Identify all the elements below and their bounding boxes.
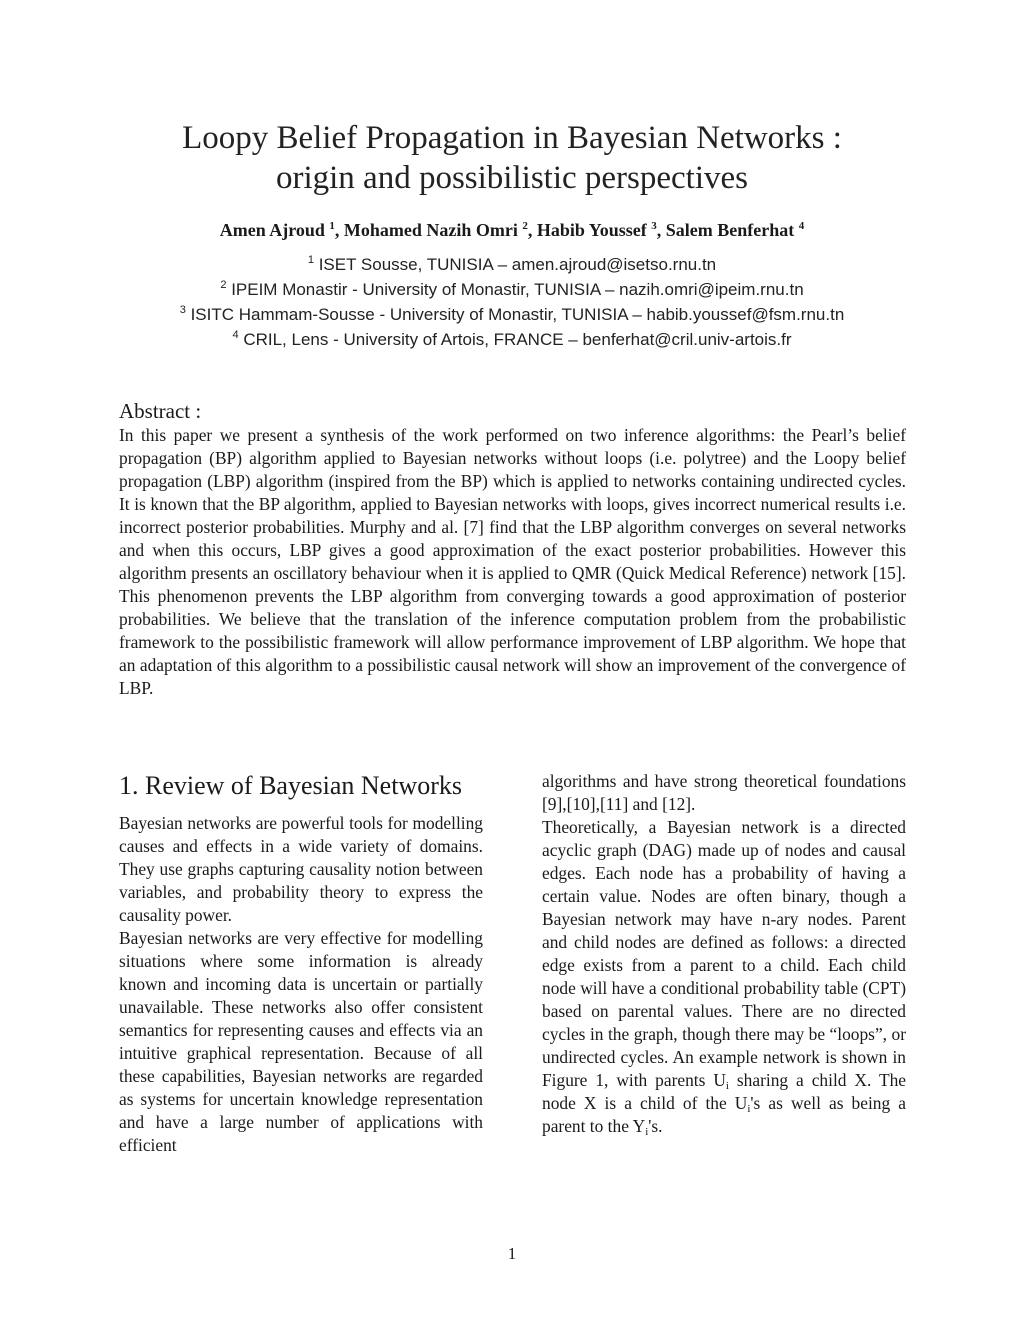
affiliation-mark: 3 <box>179 304 186 316</box>
author-name: Salem Benferhat <box>665 220 795 240</box>
author-name: Habib Youssef <box>536 220 647 240</box>
affiliation <box>100 277 924 302</box>
subscript: i <box>747 1103 751 1115</box>
title-line-2: origin and possibilistic perspectives <box>275 160 748 196</box>
text-run: sharing a child X. The node X is a child of the U <box>542 1070 906 1113</box>
paragraph: algorithms and have strong theoretical foundations [9],[10],[11] and [12]. <box>542 771 906 814</box>
affiliation <box>100 327 924 352</box>
affiliation <box>100 302 924 327</box>
text-run: 's as well as being a parent to the Y <box>542 1093 906 1136</box>
affiliation <box>100 252 924 277</box>
abstract-body: In this paper we present a synthesis of the work performed on two inference algorithms: the Pearl’s belief propagation (BP) algorithm applied to Bayesian networks without loops (i.e. polytree) and the Loopy belief propagation (LBP) algorithm (inspired from the BP) which is applied to networks containing undirected cycles. It is known that the BP algorithm, applied to Bayesian networks with loops, gives incorrect numerical results i.e. incorrect posterior probabilities. Murphy and al. [7] find that the LBP algorithm converges on several networks and when this occurs, LBP gives a good approximation of the exact posterior probabilities. However this algorithm presents an oscillatory behaviour when it is applied to QMR (Quick Medical Reference) network [15]. This phenomenon prevents the LBP algorithm from converging towards a good approximation of posterior probabilities. We believe that the translation of the inference computation problem from the probabilistic framework to the possibilistic framework will allow performance improvement of LBP algorithm. We hope that an adaptation of this algorithm to a possibilistic causal network will show an improvement of the convergence of LBP. <box>119 425 906 698</box>
paragraph: Bayesian networks are powerful tools for modelling causes and effects in a wide variety of domains. They use graphs capturing causality notion between variables, and probability theory to express the causality power. <box>119 813 483 925</box>
author-mark: 3 <box>651 220 657 232</box>
affiliation-mark: 1 <box>307 254 314 266</box>
section-heading: 1. Review of Bayesian Networks <box>119 771 462 800</box>
page-number: 1 <box>507 1244 517 1263</box>
affiliation-text: CRIL, Lens - University of Artois, FRANCE – benferhat@cril.univ-artois.fr <box>243 330 792 349</box>
author-mark: 4 <box>798 220 805 232</box>
subscript: i <box>725 1080 729 1092</box>
affiliation-list <box>100 252 924 352</box>
affiliation-mark: 4 <box>232 329 239 341</box>
text-run: 's. <box>648 1116 663 1136</box>
subscript: i <box>645 1126 649 1138</box>
author-name: Amen Ajroud <box>219 220 325 240</box>
author-list: Amen Ajroud $^1$, Mohamed Nazih Omri $^2$, Habib Youssef $^3$, Salem Benferhat $^4$ <box>219 220 805 240</box>
paper-title <box>100 118 924 198</box>
paragraph <box>542 816 906 1138</box>
affiliation-text: ISET Sousse, TUNISIA – amen.ajroud@isetso.rnu.tn <box>318 255 717 274</box>
author-mark: 1 <box>329 220 335 232</box>
right-column <box>542 770 906 1138</box>
affiliation-text: IPEIM Monastir - University of Monastir, TUNISIA – nazih.omri@ipeim.rnu.tn <box>231 280 804 299</box>
affiliation-mark: 2 <box>220 279 227 291</box>
affiliation-text: ISITC Hammam-Sousse - University of Monastir, TUNISIA – habib.youssef@fsm.rnu.tn <box>190 305 845 324</box>
left-column <box>119 812 483 1157</box>
text-run: Theoretically, a Bayesian network is a directed acyclic graph (DAG) made up of nodes and causal edges. Each node has a probability of having a certain value. Nodes are often binary, though a Bayesian network may have n-ary nodes. Parent and child nodes are defined as follows: a directed edge exists from a parent to a child. Each child node will have a conditional probability table (CPT) based on parental values. There are no directed cycles in the graph, though there may be “loops”, or undirected cycles. An example network is shown in Figure 1, with parents U <box>542 817 906 1090</box>
author-mark: 2 <box>522 220 528 232</box>
paragraph: Bayesian networks are very effective for modelling situations where some information is already known and incoming data is uncertain or partially unavailable. These networks also offer consistent semantics for representing causes and effects via an intuitive graphical representation. Because of all these capabilities, Bayesian networks are regarded as systems for uncertain knowledge representation and have a large number of applications with efficient <box>119 928 483 1155</box>
abstract-heading: Abstract : <box>119 399 202 423</box>
author-name: Mohamed Nazih Omri <box>343 220 518 240</box>
title-line-1: Loopy Belief Propagation in Bayesian Networks : <box>182 120 842 156</box>
